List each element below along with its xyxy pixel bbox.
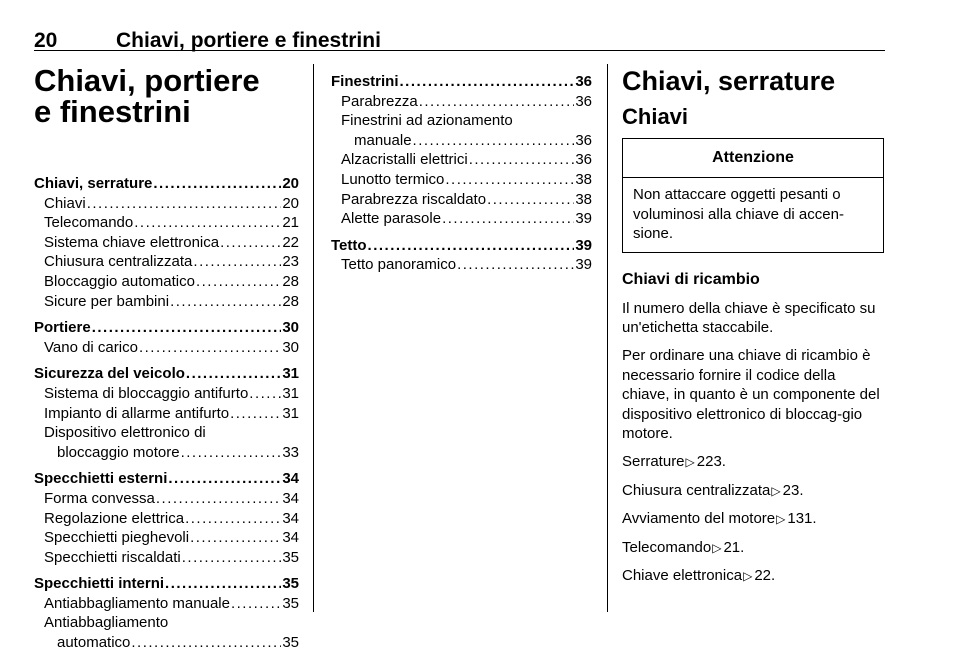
toc-entry[interactable] <box>331 131 592 151</box>
toc-entry-title: Chiavi <box>44 194 86 212</box>
reference-label: Telecomando <box>622 538 712 556</box>
toc-entry[interactable] <box>34 292 299 312</box>
toc-entry-title: Sistema chiave elettronica <box>44 233 220 251</box>
cross-references <box>622 452 887 587</box>
toc-entry[interactable] <box>34 594 299 614</box>
toc-entry-title: Specchietti pieghevoli <box>44 529 190 547</box>
toc-leader-dots <box>181 443 282 463</box>
toc-entry[interactable] <box>34 633 299 653</box>
toc-section[interactable] <box>34 318 299 338</box>
toc-leader-dots <box>413 131 575 151</box>
toc-leader-dots <box>168 469 281 489</box>
toc-page-number: 20 <box>282 175 299 192</box>
toc-entry-title: Forma convessa <box>44 489 155 507</box>
toc-page-number: 30 <box>282 319 299 337</box>
attention-box <box>622 138 884 253</box>
toc-page-number: 34 <box>282 509 299 527</box>
toc-leader-dots <box>170 292 281 312</box>
toc-page-number: 39 <box>575 210 592 228</box>
toc-leader-dots <box>196 272 281 292</box>
right-column <box>622 67 887 595</box>
toc-page-number: 35 <box>282 634 299 652</box>
section-title: Chiavi, serrature <box>622 66 836 96</box>
toc-entry-title: automatico <box>57 634 131 652</box>
toc-entry-title: Antiabbagliamento <box>44 614 169 632</box>
toc-entry[interactable] <box>34 272 299 292</box>
toc-page-number: 35 <box>282 548 299 566</box>
toc-entry[interactable] <box>331 150 592 170</box>
toc-entry[interactable] <box>34 443 299 463</box>
toc-entry-title: Sistema di bloccaggio antifurto <box>44 384 249 402</box>
toc-entry[interactable] <box>34 548 299 568</box>
toc-entry[interactable] <box>34 613 299 633</box>
page-reference-arrow-icon: ▷ <box>685 454 695 469</box>
toc-entry[interactable] <box>34 509 299 529</box>
toc-entry-title: Impianto di allarme antifurto <box>44 404 230 422</box>
paragraph-key-number: Il numero della chiave è specificato su un'etichetta staccabile. <box>622 299 876 337</box>
toc-leader-dots <box>442 209 574 229</box>
toc-page-number: 35 <box>282 575 299 593</box>
toc-entry-title: Dispositivo elettronico di <box>44 424 206 442</box>
toc-entry-title: Lunotto termico <box>341 170 445 188</box>
toc-entry-title: Portiere <box>34 319 91 337</box>
toc-entry[interactable] <box>331 255 592 275</box>
toc-leader-dots <box>185 509 281 529</box>
toc-entry[interactable] <box>331 92 592 112</box>
toc-entry[interactable] <box>34 233 299 253</box>
toc-page-number: 36 <box>575 151 592 169</box>
toc-entry-title: Tetto <box>331 236 367 254</box>
toc-page-number: 35 <box>282 594 299 612</box>
toc-leader-dots <box>368 236 575 256</box>
toc-leader-dots <box>457 255 574 275</box>
toc-section[interactable] <box>331 236 592 256</box>
toc-section[interactable] <box>34 574 299 594</box>
reference-page: 223. <box>696 452 726 470</box>
column-divider-right <box>607 64 608 612</box>
cross-reference[interactable] <box>622 452 887 473</box>
reference-page: 22. <box>754 567 776 585</box>
toc-page-number: 34 <box>282 489 299 507</box>
toc-entry-title: Specchietti esterni <box>34 470 168 488</box>
toc-leader-dots <box>131 633 281 653</box>
toc-entry[interactable] <box>331 190 592 210</box>
toc-entry-title: Alzacristalli elettrici <box>341 151 468 169</box>
paragraph-order-key: Per ordinare una chiave di ricambio è necessario fornire il codice della chiave, in quanto è un componente del dispositivo elettronico di bloccag-gio motore. <box>622 346 880 443</box>
toc-page-number: 36 <box>575 92 592 110</box>
reference-label: Chiusura centralizzata <box>622 481 771 499</box>
cross-reference[interactable] <box>622 538 887 559</box>
toc-leader-dots <box>220 233 281 253</box>
page-reference-arrow-icon: ▷ <box>771 483 781 498</box>
toc-entry-title: Sicurezza del veicolo <box>34 365 185 383</box>
reference-page: 21. <box>723 538 745 556</box>
toc-page-number: 28 <box>282 292 299 310</box>
toc-page-number: 31 <box>282 404 299 422</box>
page-header <box>34 14 885 51</box>
column-divider-left <box>313 64 314 612</box>
toc-leader-dots <box>153 174 281 194</box>
toc-page-number: 38 <box>575 190 592 208</box>
toc-page-number: 31 <box>282 384 299 402</box>
toc-leader-dots <box>419 92 575 112</box>
page-number: 20 <box>34 29 58 52</box>
subsection-title: Chiavi <box>622 104 689 129</box>
toc-leader-dots <box>445 170 574 190</box>
toc-entry[interactable] <box>34 528 299 548</box>
toc-entry-title: Chiavi, serrature <box>34 175 153 192</box>
toc-entry-title: Parabrezza <box>341 92 418 110</box>
toc-entry-title: bloccaggio motore <box>57 443 180 461</box>
toc-list-left <box>34 174 299 653</box>
toc-page-number: 22 <box>282 233 299 251</box>
toc-leader-dots <box>487 190 574 210</box>
chapter-title: Chiavi, portiere e finestrini <box>34 63 260 129</box>
toc-entry-title: manuale <box>354 131 412 149</box>
toc-page-number: 38 <box>575 170 592 188</box>
toc-entry[interactable] <box>34 489 299 509</box>
toc-entry-title: Alette parasole <box>341 210 442 228</box>
toc-page-number: 31 <box>282 365 299 383</box>
reference-label: Serrature <box>622 452 685 470</box>
toc-page-number: 36 <box>575 73 592 90</box>
toc-list-middle <box>331 72 592 275</box>
attention-heading: Attenzione <box>623 139 883 178</box>
toc-entry-title: Specchietti interni <box>34 575 165 593</box>
toc-leader-dots <box>231 594 281 614</box>
page-reference-arrow-icon: ▷ <box>743 569 753 584</box>
toc-page-number: 39 <box>575 236 592 254</box>
header-title: Chiavi, portiere e finestrini <box>116 29 381 52</box>
toc-leader-dots <box>400 72 575 92</box>
toc-entry[interactable] <box>331 170 592 190</box>
toc-section[interactable] <box>34 469 299 489</box>
left-column <box>34 65 299 653</box>
toc-entry-title: Vano di carico <box>44 338 138 356</box>
toc-page-number: 28 <box>282 272 299 290</box>
reference-label: Avviamento del motore <box>622 510 776 528</box>
page-reference-arrow-icon: ▷ <box>712 540 722 555</box>
toc-section[interactable] <box>331 72 592 92</box>
toc-entry-title: Bloccaggio automatico <box>44 272 195 290</box>
toc-leader-dots <box>230 404 281 424</box>
toc-entry-title: Finestrini <box>331 73 399 90</box>
toc-leader-dots <box>249 384 281 404</box>
toc-leader-dots <box>139 338 281 358</box>
toc-section[interactable] <box>34 364 299 384</box>
toc-page-number: 21 <box>282 214 299 232</box>
toc-leader-dots <box>186 364 281 384</box>
cross-reference[interactable] <box>622 566 887 587</box>
toc-entry[interactable] <box>34 384 299 404</box>
reference-page: 23. <box>782 481 804 499</box>
toc-leader-dots <box>134 213 281 233</box>
toc-entry-title: Tetto panoramico <box>341 256 457 274</box>
middle-column <box>331 72 592 275</box>
toc-entry-title: Specchietti riscaldati <box>44 548 181 566</box>
attention-body: Non attaccare oggetti pesanti o voluminosi alla chiave di accen-sione. <box>633 186 844 243</box>
toc-entry-title: Sicure per bambini <box>44 292 170 310</box>
toc-entry-title: Telecomando <box>44 214 134 232</box>
cross-reference[interactable] <box>622 481 887 502</box>
toc-page-number: 30 <box>282 338 299 356</box>
toc-entry-title: Chiusura centralizzata <box>44 253 193 271</box>
toc-entry-title: Antiabbagliamento manuale <box>44 594 230 612</box>
toc-entry-title: Regolazione elettrica <box>44 509 185 527</box>
reference-page: 131. <box>787 510 817 528</box>
toc-entry-title: Parabrezza riscaldato <box>341 190 487 208</box>
toc-leader-dots <box>193 252 281 272</box>
toc-leader-dots <box>156 489 281 509</box>
toc-page-number: 33 <box>282 443 299 461</box>
spare-keys-heading: Chiavi di ricambio <box>622 270 760 288</box>
toc-entry[interactable] <box>331 209 592 229</box>
page-reference-arrow-icon: ▷ <box>776 512 786 527</box>
cross-reference[interactable] <box>622 509 887 530</box>
toc-page-number: 20 <box>282 194 299 212</box>
toc-leader-dots <box>469 150 575 170</box>
toc-leader-dots <box>182 548 282 568</box>
toc-entry-title: Finestrini ad azionamento <box>341 112 513 130</box>
toc-entry[interactable] <box>34 194 299 214</box>
toc-entry[interactable] <box>34 338 299 358</box>
toc-entry[interactable] <box>34 213 299 233</box>
toc-entry[interactable] <box>34 404 299 424</box>
toc-entry[interactable] <box>34 252 299 272</box>
toc-leader-dots <box>87 194 282 214</box>
toc-page-number: 34 <box>282 470 299 488</box>
toc-entry[interactable] <box>34 423 299 443</box>
toc-entry[interactable] <box>331 111 592 131</box>
toc-page-number: 23 <box>282 253 299 271</box>
reference-label: Chiave elettronica <box>622 567 743 585</box>
toc-leader-dots <box>190 528 281 548</box>
toc-leader-dots <box>165 574 281 594</box>
toc-page-number: 39 <box>575 256 592 274</box>
toc-section[interactable] <box>34 174 299 194</box>
toc-page-number: 34 <box>282 529 299 547</box>
toc-page-number: 36 <box>575 131 592 149</box>
toc-leader-dots <box>92 318 282 338</box>
